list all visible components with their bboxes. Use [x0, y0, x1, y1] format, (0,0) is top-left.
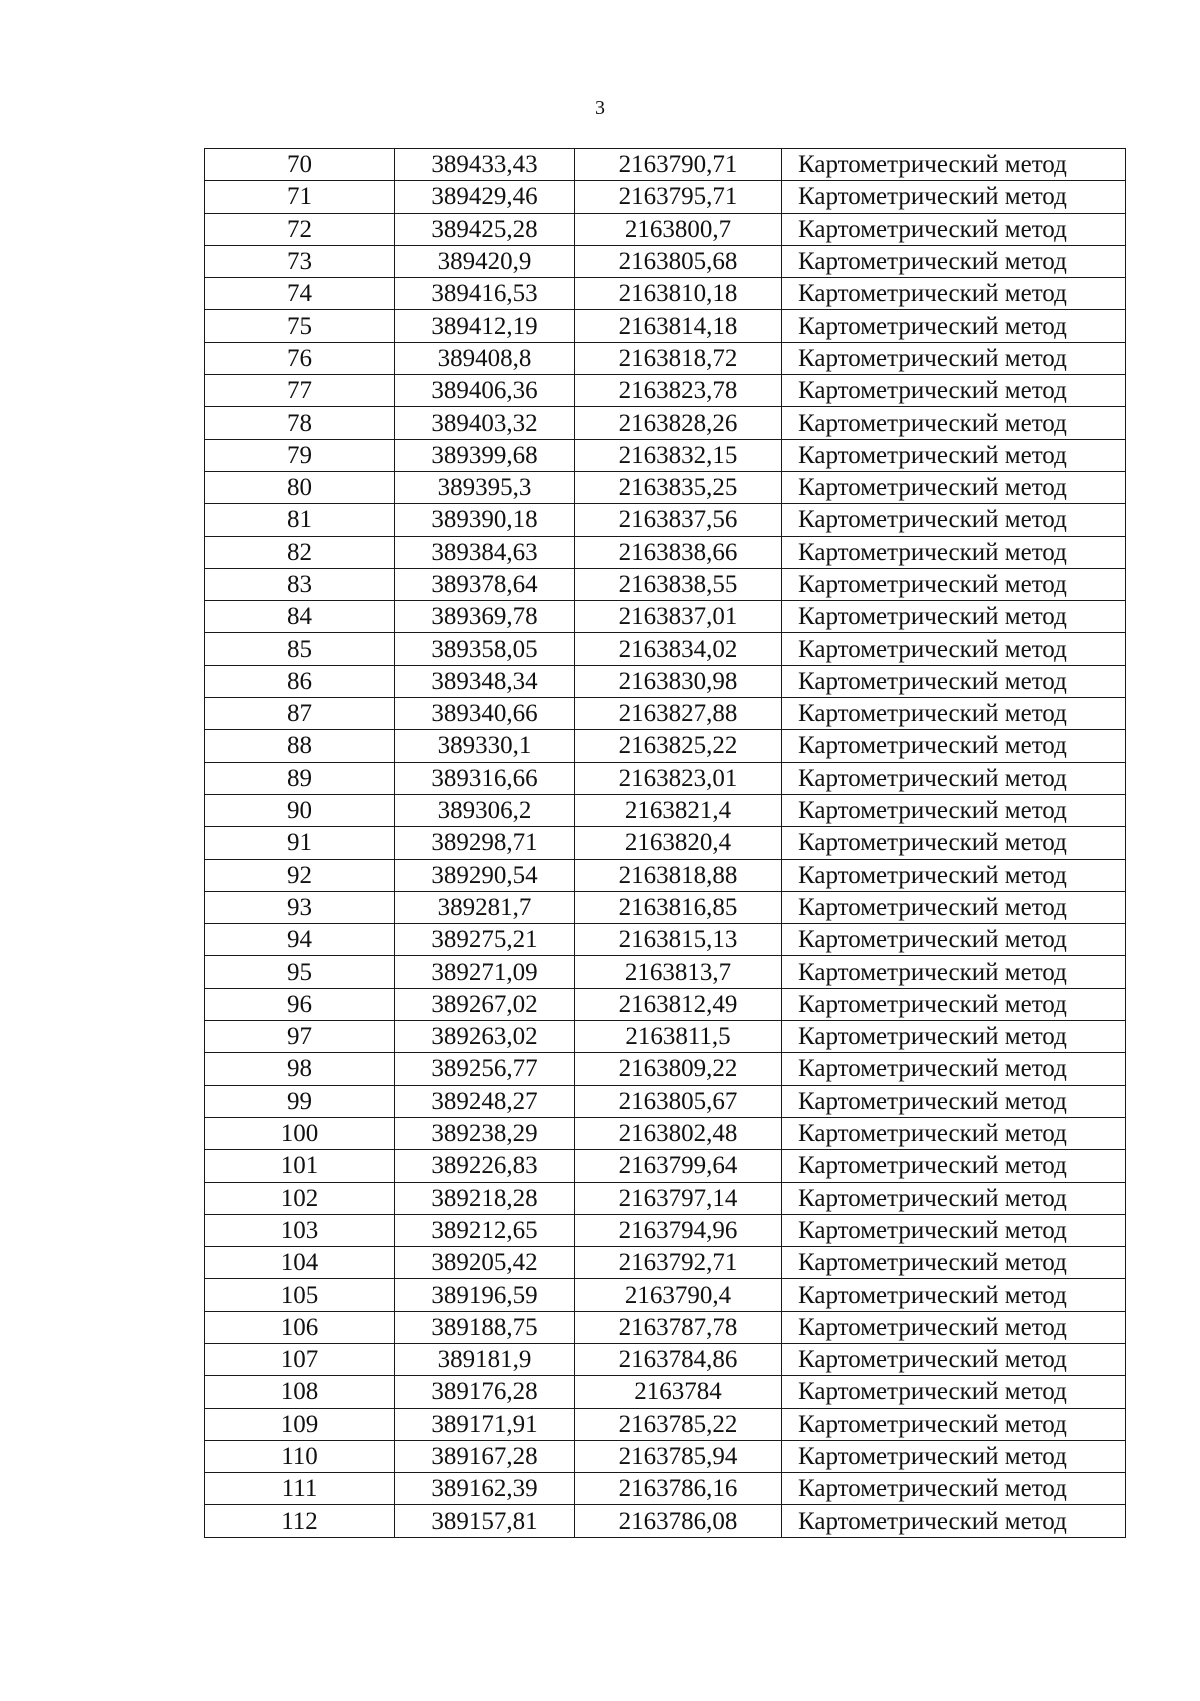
table-row: [205, 181, 1126, 213]
y-coordinate-cell: 2163794,96: [575, 1214, 782, 1246]
y-coordinate-cell: 2163823,78: [575, 375, 782, 407]
point-number-cell: 86: [205, 665, 395, 697]
y-coordinate-cell: 2163786,08: [575, 1505, 782, 1537]
x-coordinate-cell: 389433,43: [395, 149, 575, 181]
y-coordinate-cell: 2163805,67: [575, 1085, 782, 1117]
y-coordinate-cell: 2163787,78: [575, 1311, 782, 1343]
x-coordinate-cell: 389212,65: [395, 1214, 575, 1246]
x-coordinate-cell: 389395,3: [395, 471, 575, 503]
y-coordinate-cell: 2163814,18: [575, 310, 782, 342]
point-number-cell: 91: [205, 827, 395, 859]
x-coordinate-cell: 389263,02: [395, 1021, 575, 1053]
method-cell: Картометрический метод: [782, 536, 1126, 568]
table-row: [205, 471, 1126, 503]
method-cell: Картометрический метод: [782, 245, 1126, 277]
method-cell: Картометрический метод: [782, 891, 1126, 923]
method-cell: Картометрический метод: [782, 633, 1126, 665]
point-number-cell: 98: [205, 1053, 395, 1085]
table-row: [205, 1117, 1126, 1149]
y-coordinate-cell: 2163818,88: [575, 859, 782, 891]
x-coordinate-cell: 389275,21: [395, 924, 575, 956]
point-number-cell: 70: [205, 149, 395, 181]
page-number: 3: [595, 97, 605, 119]
table-row: [205, 956, 1126, 988]
y-coordinate-cell: 2163813,7: [575, 956, 782, 988]
x-coordinate-cell: 389298,71: [395, 827, 575, 859]
x-coordinate-cell: 389408,8: [395, 342, 575, 374]
point-number-cell: 111: [205, 1473, 395, 1505]
method-cell: Картометрический метод: [782, 859, 1126, 891]
method-cell: Картометрический метод: [782, 665, 1126, 697]
point-number-cell: 112: [205, 1505, 395, 1537]
method-cell: Картометрический метод: [782, 1117, 1126, 1149]
y-coordinate-cell: 2163837,01: [575, 601, 782, 633]
method-cell: Картометрический метод: [782, 1182, 1126, 1214]
method-cell: Картометрический метод: [782, 924, 1126, 956]
table-row: [205, 213, 1126, 245]
point-number-cell: 71: [205, 181, 395, 213]
table-row: [205, 568, 1126, 600]
x-coordinate-cell: 389290,54: [395, 859, 575, 891]
table-row: [205, 1343, 1126, 1375]
method-cell: Картометрический метод: [782, 149, 1126, 181]
table-row: [205, 375, 1126, 407]
y-coordinate-cell: 2163785,22: [575, 1408, 782, 1440]
method-cell: Картометрический метод: [782, 1021, 1126, 1053]
method-cell: Картометрический метод: [782, 956, 1126, 988]
x-coordinate-cell: 389281,7: [395, 891, 575, 923]
coordinates-table: [204, 148, 1126, 1538]
y-coordinate-cell: 2163818,72: [575, 342, 782, 374]
point-number-cell: 85: [205, 633, 395, 665]
point-number-cell: 105: [205, 1279, 395, 1311]
x-coordinate-cell: 389218,28: [395, 1182, 575, 1214]
table-row: [205, 1311, 1126, 1343]
method-cell: Картометрический метод: [782, 568, 1126, 600]
table-row: [205, 245, 1126, 277]
method-cell: Картометрический метод: [782, 342, 1126, 374]
y-coordinate-cell: 2163799,64: [575, 1150, 782, 1182]
table-row: [205, 1408, 1126, 1440]
table-row: [205, 439, 1126, 471]
method-cell: Картометрический метод: [782, 471, 1126, 503]
x-coordinate-cell: 389425,28: [395, 213, 575, 245]
y-coordinate-cell: 2163830,98: [575, 665, 782, 697]
point-number-cell: 82: [205, 536, 395, 568]
x-coordinate-cell: 389205,42: [395, 1247, 575, 1279]
x-coordinate-cell: 389358,05: [395, 633, 575, 665]
method-cell: Картометрический метод: [782, 407, 1126, 439]
table-row: [205, 310, 1126, 342]
method-cell: Картометрический метод: [782, 375, 1126, 407]
x-coordinate-cell: 389378,64: [395, 568, 575, 600]
y-coordinate-cell: 2163805,68: [575, 245, 782, 277]
table-row: [205, 149, 1126, 181]
table-row: [205, 1279, 1126, 1311]
y-coordinate-cell: 2163785,94: [575, 1440, 782, 1472]
point-number-cell: 87: [205, 698, 395, 730]
y-coordinate-cell: 2163802,48: [575, 1117, 782, 1149]
point-number-cell: 107: [205, 1343, 395, 1375]
table-row: [205, 1376, 1126, 1408]
y-coordinate-cell: 2163800,7: [575, 213, 782, 245]
method-cell: Картометрический метод: [782, 1214, 1126, 1246]
x-coordinate-cell: 389267,02: [395, 988, 575, 1020]
point-number-cell: 80: [205, 471, 395, 503]
method-cell: Картометрический метод: [782, 1247, 1126, 1279]
table-row: [205, 891, 1126, 923]
y-coordinate-cell: 2163837,56: [575, 504, 782, 536]
x-coordinate-cell: 389369,78: [395, 601, 575, 633]
x-coordinate-cell: 389196,59: [395, 1279, 575, 1311]
method-cell: Картометрический метод: [782, 698, 1126, 730]
x-coordinate-cell: 389256,77: [395, 1053, 575, 1085]
point-number-cell: 79: [205, 439, 395, 471]
y-coordinate-cell: 2163812,49: [575, 988, 782, 1020]
table-row: [205, 730, 1126, 762]
point-number-cell: 73: [205, 245, 395, 277]
coordinates-table-body: [205, 149, 1126, 1538]
table-row: [205, 407, 1126, 439]
point-number-cell: 76: [205, 342, 395, 374]
method-cell: Картометрический метод: [782, 1053, 1126, 1085]
table-row: [205, 698, 1126, 730]
point-number-cell: 90: [205, 794, 395, 826]
point-number-cell: 99: [205, 1085, 395, 1117]
x-coordinate-cell: 389420,9: [395, 245, 575, 277]
method-cell: Картометрический метод: [782, 181, 1126, 213]
point-number-cell: 102: [205, 1182, 395, 1214]
y-coordinate-cell: 2163821,4: [575, 794, 782, 826]
table-row: [205, 342, 1126, 374]
point-number-cell: 72: [205, 213, 395, 245]
y-coordinate-cell: 2163823,01: [575, 762, 782, 794]
method-cell: Картометрический метод: [782, 827, 1126, 859]
y-coordinate-cell: 2163790,71: [575, 149, 782, 181]
method-cell: Картометрический метод: [782, 278, 1126, 310]
x-coordinate-cell: 389340,66: [395, 698, 575, 730]
y-coordinate-cell: 2163835,25: [575, 471, 782, 503]
point-number-cell: 97: [205, 1021, 395, 1053]
method-cell: Картометрический метод: [782, 988, 1126, 1020]
table-row: [205, 1021, 1126, 1053]
x-coordinate-cell: 389348,34: [395, 665, 575, 697]
y-coordinate-cell: 2163811,5: [575, 1021, 782, 1053]
x-coordinate-cell: 389171,91: [395, 1408, 575, 1440]
point-number-cell: 106: [205, 1311, 395, 1343]
table-row: [205, 1505, 1126, 1537]
method-cell: Картометрический метод: [782, 1279, 1126, 1311]
point-number-cell: 89: [205, 762, 395, 794]
y-coordinate-cell: 2163810,18: [575, 278, 782, 310]
y-coordinate-cell: 2163784: [575, 1376, 782, 1408]
method-cell: Картометрический метод: [782, 1311, 1126, 1343]
y-coordinate-cell: 2163815,13: [575, 924, 782, 956]
x-coordinate-cell: 389306,2: [395, 794, 575, 826]
y-coordinate-cell: 2163838,55: [575, 568, 782, 600]
method-cell: Картометрический метод: [782, 762, 1126, 794]
table-row: [205, 859, 1126, 891]
table-row: [205, 924, 1126, 956]
point-number-cell: 84: [205, 601, 395, 633]
table-row: [205, 601, 1126, 633]
x-coordinate-cell: 389403,32: [395, 407, 575, 439]
x-coordinate-cell: 389429,46: [395, 181, 575, 213]
method-cell: Картометрический метод: [782, 439, 1126, 471]
method-cell: Картометрический метод: [782, 601, 1126, 633]
point-number-cell: 88: [205, 730, 395, 762]
method-cell: Картометрический метод: [782, 1408, 1126, 1440]
point-number-cell: 78: [205, 407, 395, 439]
point-number-cell: 96: [205, 988, 395, 1020]
y-coordinate-cell: 2163795,71: [575, 181, 782, 213]
point-number-cell: 93: [205, 891, 395, 923]
x-coordinate-cell: 389384,63: [395, 536, 575, 568]
y-coordinate-cell: 2163816,85: [575, 891, 782, 923]
point-number-cell: 92: [205, 859, 395, 891]
x-coordinate-cell: 389181,9: [395, 1343, 575, 1375]
y-coordinate-cell: 2163792,71: [575, 1247, 782, 1279]
y-coordinate-cell: 2163828,26: [575, 407, 782, 439]
table-row: [205, 1247, 1126, 1279]
table-row: [205, 536, 1126, 568]
y-coordinate-cell: 2163838,66: [575, 536, 782, 568]
method-cell: Картометрический метод: [782, 504, 1126, 536]
point-number-cell: 75: [205, 310, 395, 342]
x-coordinate-cell: 389238,29: [395, 1117, 575, 1149]
method-cell: Картометрический метод: [782, 1150, 1126, 1182]
method-cell: Картометрический метод: [782, 213, 1126, 245]
x-coordinate-cell: 389226,83: [395, 1150, 575, 1182]
table-row: [205, 988, 1126, 1020]
y-coordinate-cell: 2163784,86: [575, 1343, 782, 1375]
point-number-cell: 103: [205, 1214, 395, 1246]
method-cell: Картометрический метод: [782, 1505, 1126, 1537]
x-coordinate-cell: 389167,28: [395, 1440, 575, 1472]
point-number-cell: 101: [205, 1150, 395, 1182]
point-number-cell: 95: [205, 956, 395, 988]
x-coordinate-cell: 389188,75: [395, 1311, 575, 1343]
table-row: [205, 1440, 1126, 1472]
x-coordinate-cell: 389316,66: [395, 762, 575, 794]
y-coordinate-cell: 2163832,15: [575, 439, 782, 471]
table-row: [205, 1053, 1126, 1085]
table-row: [205, 1473, 1126, 1505]
y-coordinate-cell: 2163797,14: [575, 1182, 782, 1214]
x-coordinate-cell: 389330,1: [395, 730, 575, 762]
y-coordinate-cell: 2163790,4: [575, 1279, 782, 1311]
y-coordinate-cell: 2163820,4: [575, 827, 782, 859]
x-coordinate-cell: 389271,09: [395, 956, 575, 988]
method-cell: Картометрический метод: [782, 1473, 1126, 1505]
method-cell: Картометрический метод: [782, 1343, 1126, 1375]
table-row: [205, 762, 1126, 794]
point-number-cell: 77: [205, 375, 395, 407]
y-coordinate-cell: 2163809,22: [575, 1053, 782, 1085]
method-cell: Картометрический метод: [782, 310, 1126, 342]
method-cell: Картометрический метод: [782, 794, 1126, 826]
method-cell: Картометрический метод: [782, 730, 1126, 762]
x-coordinate-cell: 389248,27: [395, 1085, 575, 1117]
point-number-cell: 100: [205, 1117, 395, 1149]
table-row: [205, 1214, 1126, 1246]
table-row: [205, 1085, 1126, 1117]
x-coordinate-cell: 389176,28: [395, 1376, 575, 1408]
table-row: [205, 278, 1126, 310]
point-number-cell: 109: [205, 1408, 395, 1440]
method-cell: Картометрический метод: [782, 1376, 1126, 1408]
table-row: [205, 504, 1126, 536]
x-coordinate-cell: 389390,18: [395, 504, 575, 536]
y-coordinate-cell: 2163825,22: [575, 730, 782, 762]
point-number-cell: 74: [205, 278, 395, 310]
point-number-cell: 108: [205, 1376, 395, 1408]
x-coordinate-cell: 389162,39: [395, 1473, 575, 1505]
point-number-cell: 94: [205, 924, 395, 956]
table-row: [205, 1182, 1126, 1214]
y-coordinate-cell: 2163786,16: [575, 1473, 782, 1505]
table-row: [205, 665, 1126, 697]
table-row: [205, 794, 1126, 826]
x-coordinate-cell: 389157,81: [395, 1505, 575, 1537]
x-coordinate-cell: 389406,36: [395, 375, 575, 407]
point-number-cell: 104: [205, 1247, 395, 1279]
point-number-cell: 83: [205, 568, 395, 600]
y-coordinate-cell: 2163827,88: [575, 698, 782, 730]
point-number-cell: 110: [205, 1440, 395, 1472]
point-number-cell: 81: [205, 504, 395, 536]
table-row: [205, 1150, 1126, 1182]
x-coordinate-cell: 389416,53: [395, 278, 575, 310]
y-coordinate-cell: 2163834,02: [575, 633, 782, 665]
x-coordinate-cell: 389399,68: [395, 439, 575, 471]
method-cell: Картометрический метод: [782, 1440, 1126, 1472]
x-coordinate-cell: 389412,19: [395, 310, 575, 342]
table-row: [205, 827, 1126, 859]
method-cell: Картометрический метод: [782, 1085, 1126, 1117]
table-row: [205, 633, 1126, 665]
